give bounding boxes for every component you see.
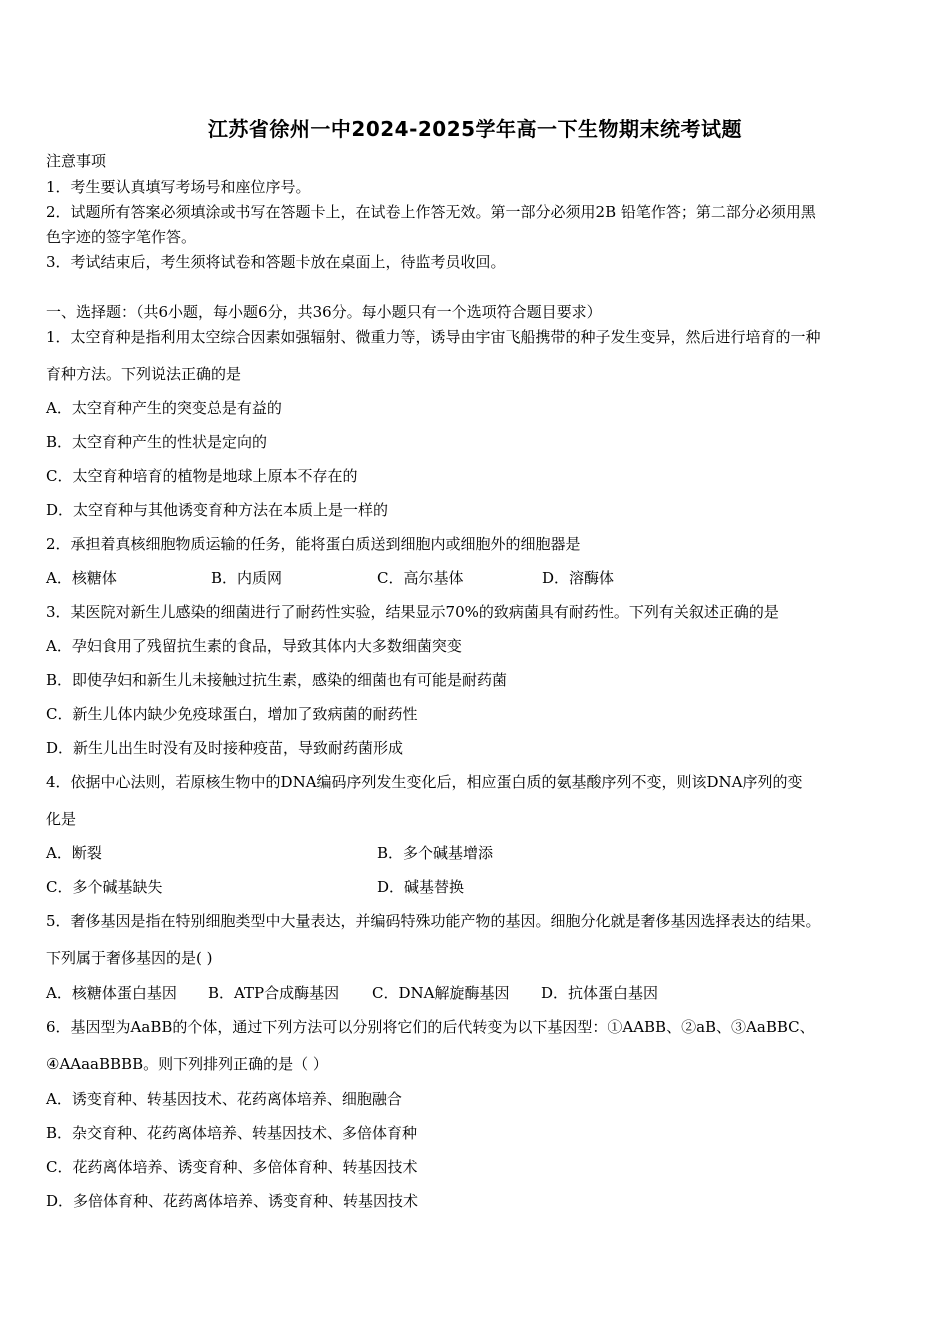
option: B．杂交育种、花药离体培养、转基因技术、多倍体育种: [46, 1124, 418, 1142]
option: C．太空育种培育的植物是地球上原本不存在的: [46, 467, 358, 485]
notice-item: 3．考试结束后，考生须将试卷和答题卡放在桌面上，待监考员收回。: [46, 253, 506, 271]
notice-heading: 注意事项: [46, 152, 107, 170]
question-stem: 1．太空育种是指利用太空综合因素如强辐射、微重力等，诱导由宇宙飞船携带的种子发生变异，然后进行培育的一种: [46, 328, 821, 346]
question-stem: 育种方法。下列说法正确的是: [46, 365, 242, 383]
option: B．即使孕妇和新生儿未接触过抗生素，感染的细菌也有可能是耐药菌: [46, 671, 508, 689]
page-title: 江苏省徐州一中2024-2025学年高一下生物期末统考试题: [207, 117, 743, 141]
option: D．太空育种与其他诱变育种方法在本质上是一样的: [46, 501, 389, 519]
question-stem: 2．承担着真核细胞物质运输的任务，能将蛋白质送到细胞内或细胞外的细胞器是: [46, 535, 581, 553]
option: B．多个碱基增添: [377, 844, 494, 862]
question-stem: 下列属于奢侈基因的是( ): [46, 949, 213, 967]
option: A．诱变育种、转基因技术、花药离体培养、细胞融合: [46, 1090, 402, 1108]
question-stem: 6．基因型为AaBB的个体，通过下列方法可以分别将它们的后代转变为以下基因型：①AABB、②aB、③AaBBC、: [46, 1018, 815, 1036]
option: C．多个碱基缺失: [46, 878, 163, 896]
question-stem: 4．依据中心法则，若原核生物中的DNA编码序列发生变化后，相应蛋白质的氨基酸序列不变，则该DNA序列的变: [46, 773, 803, 791]
option: D．多倍体育种、花药离体培养、诱变育种、转基因技术: [46, 1192, 419, 1210]
option: D．抗体蛋白基因: [541, 984, 659, 1002]
question-stem: 5．奢侈基因是指在特别细胞类型中大量表达，并编码特殊功能产物的基因。细胞分化就是奢侈基因选择表达的结果。: [46, 912, 821, 930]
option: B．ATP合成酶基因: [208, 984, 340, 1002]
section-heading: 一、选择题：（共6小题，每小题6分，共36分。每小题只有一个选项符合题目要求）: [46, 303, 602, 321]
question-stem: 3．某医院对新生儿感染的细菌进行了耐药性实验，结果显示70%的致病菌具有耐药性。下列有关叙述正确的是: [46, 603, 779, 621]
option: B．太空育种产生的性状是定向的: [46, 433, 268, 451]
notice-item: 2．试题所有答案必须填涂或书写在答题卡上，在试卷上作答无效。第一部分必须用2B 铅笔作答；第二部分必须用黑: [46, 203, 816, 221]
option: A．孕妇食用了残留抗生素的食品，导致其体内大多数细菌突变: [46, 637, 462, 655]
option: D．新生儿出生时没有及时接种疫苗，导致耐药菌形成: [46, 739, 404, 757]
option: A．太空育种产生的突变总是有益的: [46, 399, 282, 417]
option: B．内质网: [211, 569, 283, 587]
option: C．新生儿体内缺少免疫球蛋白，增加了致病菌的耐药性: [46, 705, 418, 723]
option: C．DNA解旋酶基因: [372, 984, 510, 1002]
notice-item: 色字迹的签字笔作答。: [46, 228, 197, 246]
option: A．核糖体: [46, 569, 117, 587]
option: C．高尔基体: [377, 569, 464, 587]
question-stem: 化是: [46, 810, 77, 828]
notice-item: 1．考生要认真填写考场号和座位序号。: [46, 178, 311, 196]
option: D．碱基替换: [377, 878, 465, 896]
option: C．花药离体培养、诱变育种、多倍体育种、转基因技术: [46, 1158, 418, 1176]
option: A．核糖体蛋白基因: [46, 984, 177, 1002]
option: A．断裂: [46, 844, 102, 862]
question-stem: ④AAaaBBBB。则下列排列正确的是（ ）: [46, 1055, 328, 1073]
option: D．溶酶体: [542, 569, 615, 587]
